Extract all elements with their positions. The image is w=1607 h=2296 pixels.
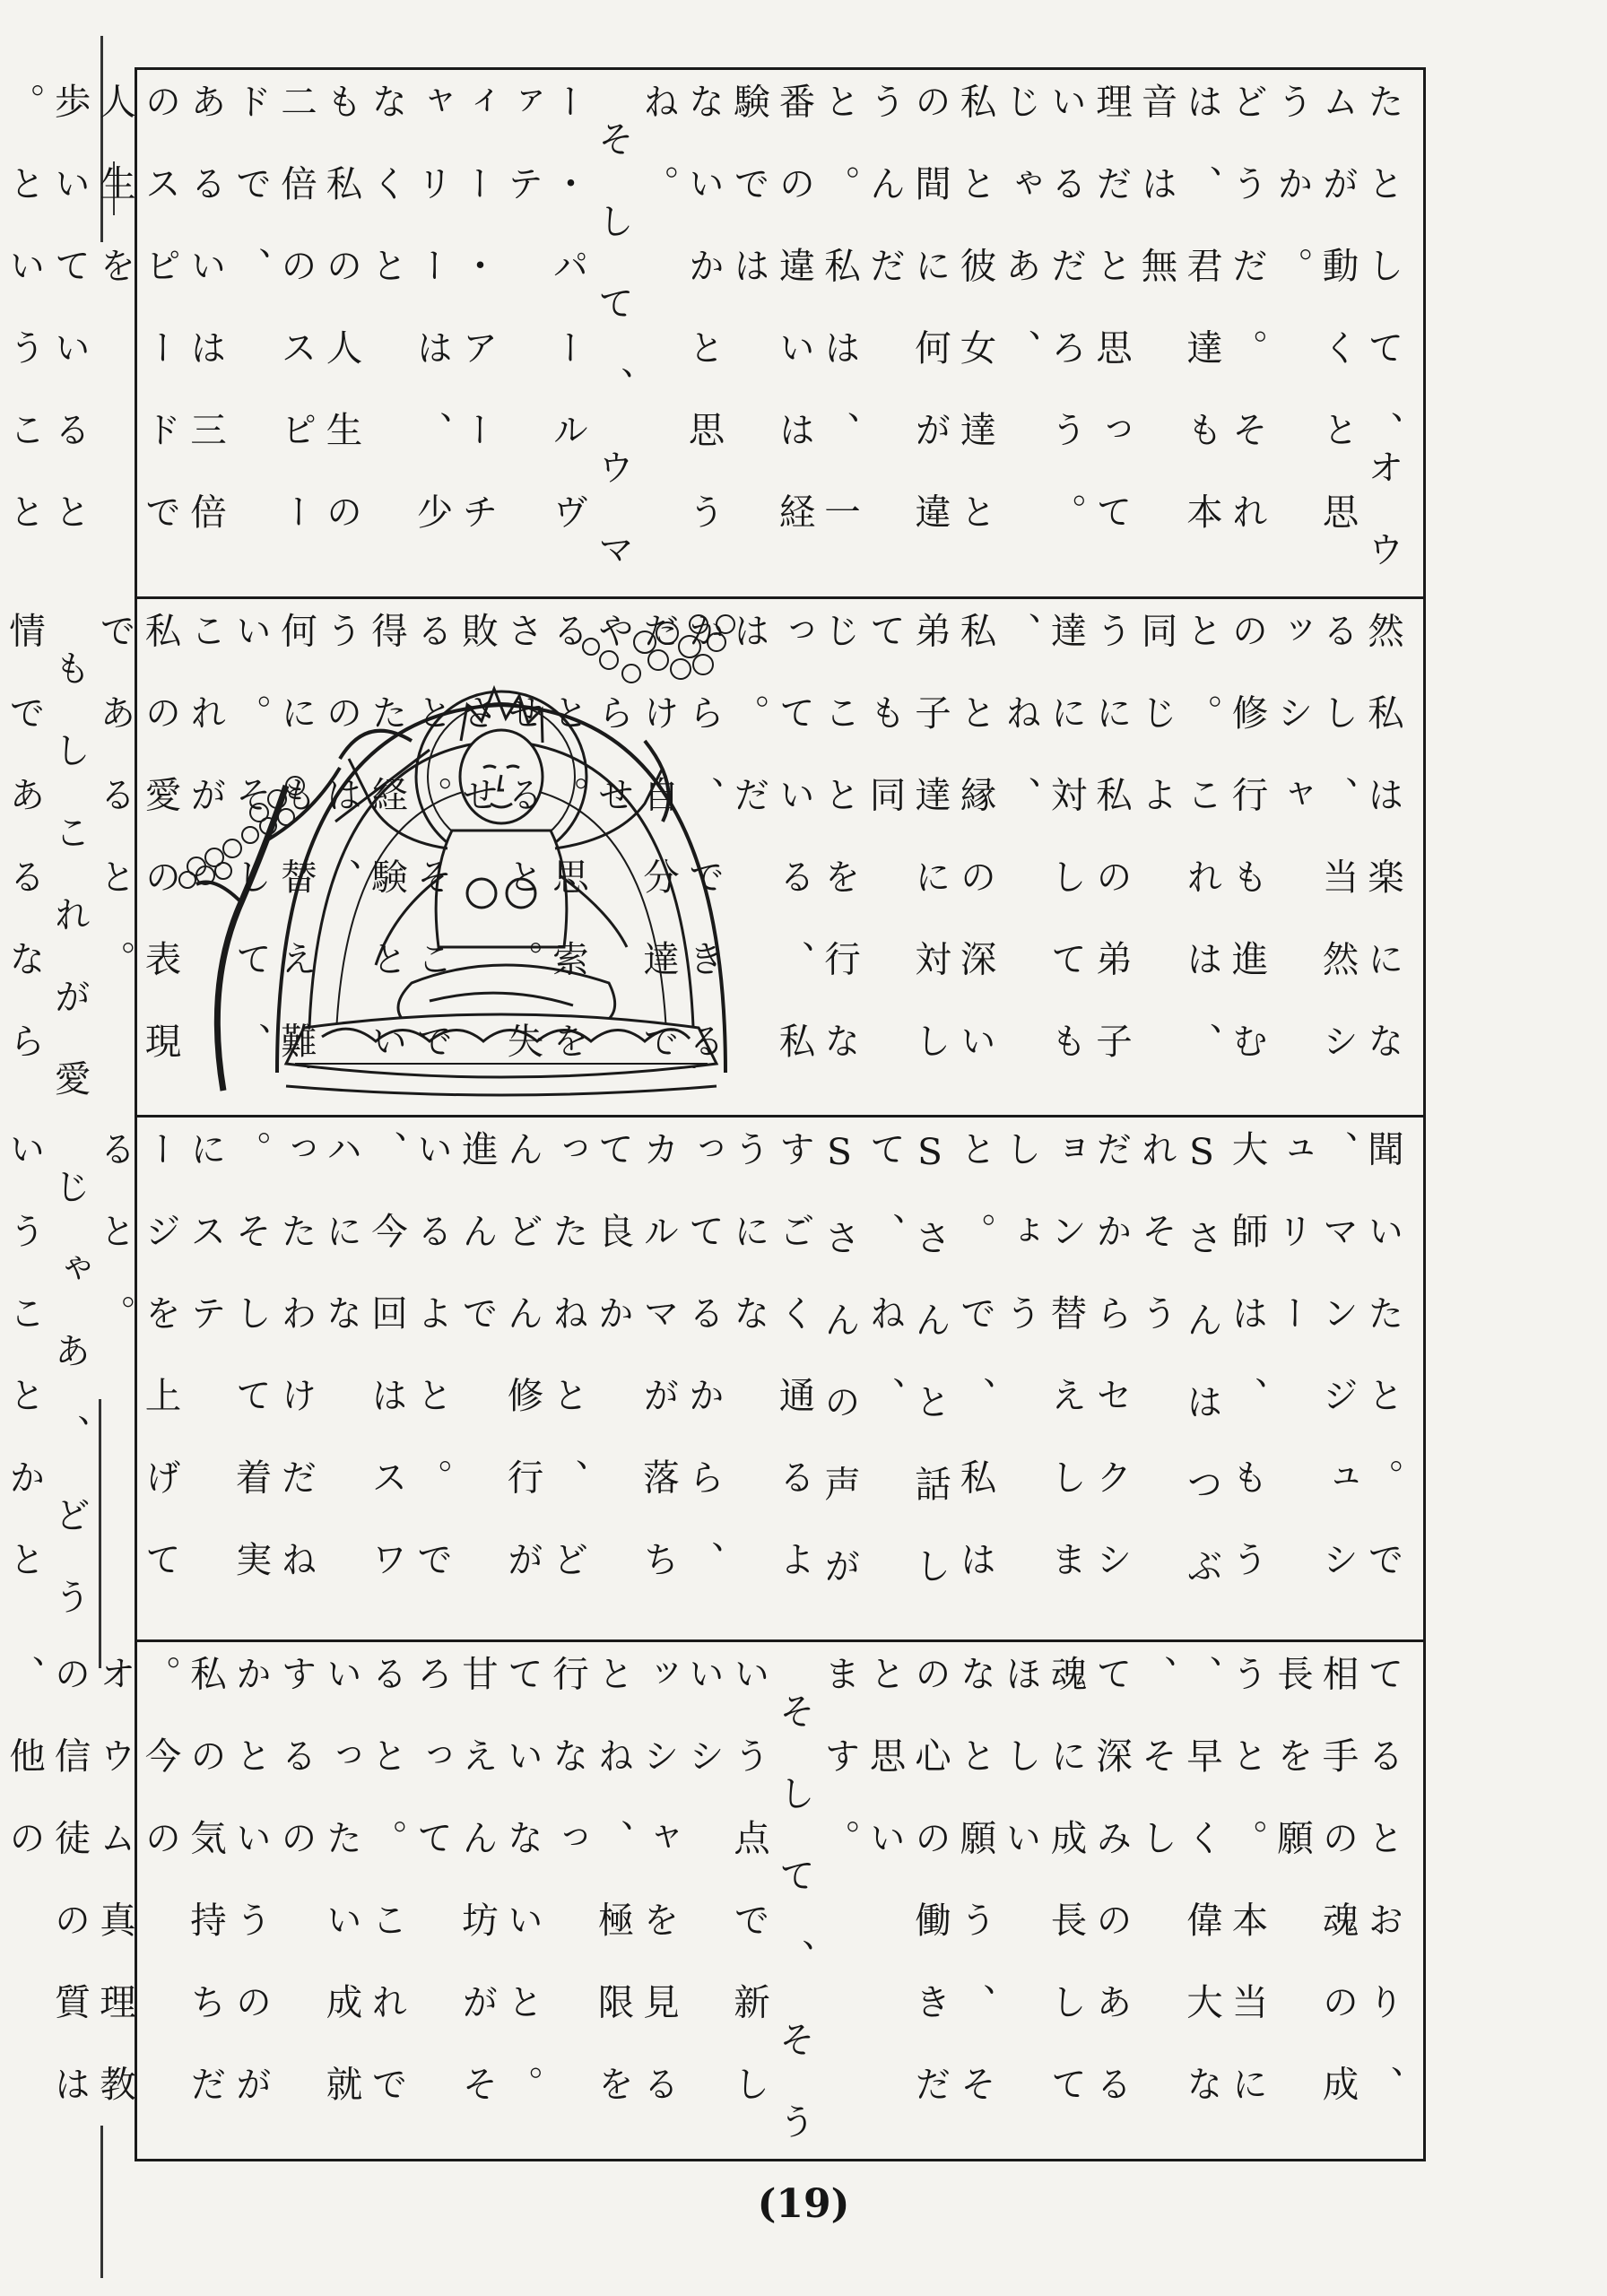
margin-mark [99, 1399, 101, 1668]
body-text-band-1: た と し て 、オ ウ ム が 動 く と 思 う か 。 ど う だ 。 そ れ は 、 君 達 も 本 音 は 無 理 だ と 思 っ て い る だ ろ う 。 じ ゃ あ 、 私 と 彼 女 達 と の 間 に 何 が 違 う ん だ と 。 私 は 、 一 番 の 違 い は 経 験 で は な い か と 思 う ね 。 そ し て 、 ウ マ ー ・ パ ー ル ヴ ァ テ ィ ー ・ ア ー チ ャ リ ー は 、 少 な く と も 私 の 人 生 の 二 倍 の ス ピ ー ド で 、 あ る い は 三 倍 の ス ピ ー ド で 人 生 を 歩 い て い る と 。 と い う こ と [3, 83, 1404, 569]
page-frame [3, 67, 1426, 2161]
body-text-band-4: て る と お り 、 相 手 の 魂 の 成 長 を 願 う と 。 本 当 に 、 早 く 偉 大 な 、 そ し て 深 み の あ る 魂 に 成 長 し て ほ し い な と 願 う 、 そ の 心 の 働 き だ と 思 い ま す 。 そ し て 、 そ う い う 点 で 新 し い シ ッ シ ャ を 見 る と ね 、 極 限 を 行 な っ て い な い と 。 甘 え ん 坊 が そ ろ っ て る と 。 こ れ で い っ た い 成 就 す る の か と い う の が 私 の 気 持 ち だ 。 今 の オ ウ ム 真 理 教 の 信 徒 の 質 は 、 他 の [3, 1655, 1404, 2141]
body-text-band-2: 然 私 は 楽 に な る し 、 当 然 シ ッ シ ャ の 修 行 も 進 む と 。 こ れ は 、 同 じ よ う に 私 の 弟 子 達 に 対 し て も 、 ね 、 私 と 縁 の 深 い 弟 子 達 に 対 し て も 同 じ こ と を 行 な っ て い る 、 私 は 。 だ か ら 、 で き る だ け 自 分 達 で や ら せ る と 。 思 索 を さ せ る と 。 失 敗 さ せ る と 。 そ こ で 得 た 経 験 と い う の は 、 何 に も 替 え 難 い 。 そ し て 、 こ れ が 私 の 愛 の 表 現 で あ る と 。 も し こ れ が 愛 情 で あ る な ら [3, 612, 1404, 1098]
text-band-2 [3, 599, 1423, 1118]
text-band-1 [3, 70, 1423, 599]
text-band-3 [3, 1118, 1423, 1642]
page-number: (19) [757, 2181, 850, 2227]
text-band-4 [3, 1642, 1423, 2164]
body-text-band-3: 聞 い た と 。 で 、 マ ン ジ ュ シ ュ リ ー 大 師 は 、 も う S さ ん は つ ぶ れ そ う だ か ら セ ク シ ョ ン 替 え し ま し ょ う と 。 で 、 私 は S さ ん と 話 し て 、 ね 、 S さ ん の 声 が す ご く 通 る よ う に な っ て る か ら 、 カ ル マ が 落 ち て 良 か っ た ね と 、 ど ん ど ん 修 行 が 進 ん で い る よ と 。 で 、 今 回 は ス ワ ハ に な っ た わ け だ ね 。 そ し て 着 実 に ス テ ー ジ を 上 げ て る と 。 じ ゃ あ 、 ど う い う こ と か と [3, 1130, 1404, 1616]
